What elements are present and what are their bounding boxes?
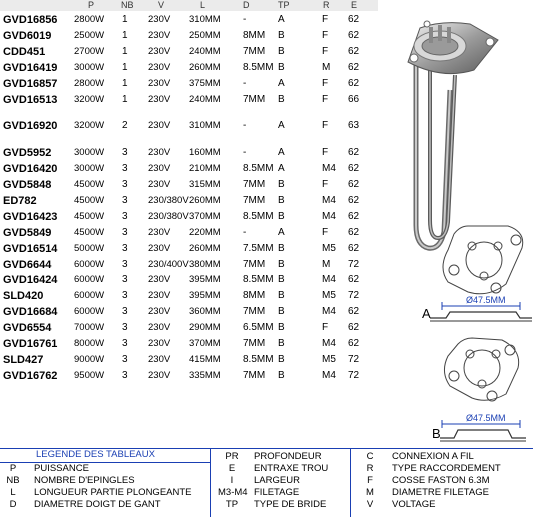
cell-r: F bbox=[322, 322, 329, 333]
cell-e: 62 bbox=[348, 62, 360, 73]
cell-l: 260MM bbox=[189, 195, 221, 206]
legend bbox=[0, 448, 533, 517]
legend-abbr: P bbox=[9, 463, 17, 474]
cell-tp: B bbox=[278, 30, 285, 41]
cell-nb: 3 bbox=[122, 322, 128, 333]
legend-abbr: PR bbox=[225, 451, 239, 462]
cell-v: 230/400V bbox=[148, 259, 189, 270]
cell-tp: B bbox=[278, 290, 285, 301]
header-v: V bbox=[158, 0, 165, 10]
table-row bbox=[0, 272, 378, 288]
cell-d: 8.5MM bbox=[243, 62, 274, 73]
cell-ref: CDD451 bbox=[3, 46, 46, 58]
cell-tp: A bbox=[278, 78, 285, 89]
cell-l: 370MM bbox=[189, 338, 221, 349]
cell-ref: GVD5849 bbox=[3, 227, 52, 239]
cell-v: 230V bbox=[148, 306, 171, 317]
cell-ref: GVD16423 bbox=[3, 211, 58, 223]
legend-text: LONGUEUR PARTIE PLONGEANTE bbox=[34, 487, 192, 498]
cell-ref: GVD16420 bbox=[3, 163, 58, 175]
illustration-svg bbox=[380, 0, 533, 450]
legend-abbr: M3-M4 bbox=[218, 487, 248, 498]
cell-p: 2800W bbox=[74, 78, 105, 89]
table-row bbox=[0, 320, 378, 336]
legend-abbr: D bbox=[9, 499, 17, 510]
cell-d: 8MM bbox=[243, 290, 266, 301]
cell-l: 360MM bbox=[189, 306, 221, 317]
cell-p: 4500W bbox=[74, 195, 105, 206]
cell-ref: GVD16856 bbox=[3, 14, 58, 26]
table-row bbox=[0, 28, 378, 44]
cell-ref: SLD427 bbox=[3, 354, 44, 366]
cell-e: 72 bbox=[348, 370, 360, 381]
cell-d: - bbox=[243, 78, 247, 89]
cell-l: 415MM bbox=[189, 354, 221, 365]
cell-nb: 2 bbox=[122, 120, 128, 131]
cell-v: 230V bbox=[148, 147, 171, 158]
legend-text: NOMBRE D'EPINGLES bbox=[34, 475, 135, 486]
cell-d: 7MM bbox=[243, 94, 266, 105]
cell-e: 72 bbox=[348, 259, 360, 270]
legend-abbr: TP bbox=[225, 499, 239, 510]
cell-p: 7000W bbox=[74, 322, 105, 333]
cell-tp: B bbox=[278, 322, 285, 333]
cell-p: 3000W bbox=[74, 147, 105, 158]
table-row bbox=[0, 161, 378, 177]
cell-nb: 3 bbox=[122, 274, 128, 285]
cell-e: 62 bbox=[348, 14, 360, 25]
table-row bbox=[0, 241, 378, 257]
cell-e: 62 bbox=[348, 30, 360, 41]
cell-ref: SLD420 bbox=[3, 290, 44, 302]
cell-p: 3000W bbox=[74, 62, 105, 73]
cell-tp: B bbox=[278, 62, 285, 73]
header-d: D bbox=[243, 0, 250, 10]
cell-l: 240MM bbox=[189, 94, 221, 105]
cell-nb: 3 bbox=[122, 259, 128, 270]
cell-d: 8.5MM bbox=[243, 211, 274, 222]
cell-v: 230V bbox=[148, 179, 171, 190]
cell-e: 62 bbox=[348, 227, 360, 238]
flange-diagram-a bbox=[430, 226, 532, 321]
cell-nb: 1 bbox=[122, 30, 128, 41]
cell-p: 8000W bbox=[74, 338, 105, 349]
table-row bbox=[0, 288, 378, 304]
cell-ref: GVD16514 bbox=[3, 243, 58, 255]
table-row bbox=[0, 60, 378, 76]
table-row bbox=[0, 118, 378, 134]
cell-v: 230V bbox=[148, 62, 171, 73]
cell-l: 260MM bbox=[189, 243, 221, 254]
cell-r: M bbox=[322, 62, 331, 73]
cell-d: 7MM bbox=[243, 179, 266, 190]
header-tp: TP bbox=[278, 0, 290, 10]
cell-d: - bbox=[243, 227, 247, 238]
legend-text: TYPE DE BRIDE bbox=[254, 499, 327, 510]
cell-p: 5000W bbox=[74, 243, 105, 254]
cell-p: 6000W bbox=[74, 274, 105, 285]
cell-r: M4 bbox=[322, 195, 336, 206]
table-row bbox=[0, 177, 378, 193]
table-row bbox=[0, 368, 378, 384]
legend-text: DIAMETRE DOIGT DE GANT bbox=[34, 499, 161, 510]
flange-label-b: B bbox=[432, 426, 441, 441]
cell-tp: A bbox=[278, 120, 285, 131]
cell-ref: GVD6554 bbox=[3, 322, 52, 334]
heating-element-illustration bbox=[380, 0, 533, 450]
cell-p: 2800W bbox=[74, 14, 105, 25]
legend-abbr: I bbox=[230, 475, 234, 486]
cell-v: 230V bbox=[148, 14, 171, 25]
table-row bbox=[0, 193, 378, 209]
cell-tp: B bbox=[278, 338, 285, 349]
cell-l: 375MM bbox=[189, 78, 221, 89]
cell-e: 62 bbox=[348, 179, 360, 190]
cell-r: M4 bbox=[322, 370, 336, 381]
cell-l: 315MM bbox=[189, 179, 221, 190]
diameter-label-a: Ø47.5MM bbox=[466, 295, 506, 305]
cell-l: 260MM bbox=[189, 62, 221, 73]
cell-tp: B bbox=[278, 259, 285, 270]
cell-r: M4 bbox=[322, 211, 336, 222]
cell-r: F bbox=[322, 14, 329, 25]
cell-tp: B bbox=[278, 211, 285, 222]
cell-r: M bbox=[322, 259, 331, 270]
cell-r: M4 bbox=[322, 306, 336, 317]
cell-ref: GVD6019 bbox=[3, 30, 52, 42]
cell-r: F bbox=[322, 120, 329, 131]
table-row bbox=[0, 336, 378, 352]
header-e: E bbox=[351, 0, 358, 10]
heating-element-photo bbox=[408, 21, 498, 248]
cell-r: M5 bbox=[322, 354, 336, 365]
cell-v: 230V bbox=[148, 322, 171, 333]
header-r: R bbox=[323, 0, 330, 10]
header-p: P bbox=[88, 0, 95, 10]
cell-nb: 1 bbox=[122, 14, 128, 25]
cell-d: 7MM bbox=[243, 195, 266, 206]
flange-label-a: A bbox=[422, 306, 431, 321]
legend-abbr: V bbox=[366, 499, 374, 510]
cell-v: 230V bbox=[148, 274, 171, 285]
cell-d: 7MM bbox=[243, 306, 266, 317]
cell-tp: A bbox=[278, 163, 285, 174]
cell-e: 62 bbox=[348, 306, 360, 317]
cell-r: F bbox=[322, 46, 329, 57]
cell-e: 62 bbox=[348, 147, 360, 158]
cell-e: 72 bbox=[348, 354, 360, 365]
cell-d: 7MM bbox=[243, 338, 266, 349]
legend-text: ENTRAXE TROU bbox=[254, 463, 329, 474]
table-row bbox=[0, 225, 378, 241]
cell-e: 62 bbox=[348, 322, 360, 333]
legend-title: LEGENDE DES TABLEAUX bbox=[36, 449, 155, 460]
cell-v: 230V bbox=[148, 120, 171, 131]
cell-nb: 3 bbox=[122, 227, 128, 238]
cell-p: 3200W bbox=[74, 120, 105, 131]
cell-ref: GVD16513 bbox=[3, 94, 58, 106]
cell-v: 230V bbox=[148, 78, 171, 89]
cell-r: F bbox=[322, 227, 329, 238]
cell-e: 62 bbox=[348, 211, 360, 222]
cell-v: 230V bbox=[148, 338, 171, 349]
legend-text: LARGEUR bbox=[254, 475, 300, 486]
cell-ref: GVD16419 bbox=[3, 62, 58, 74]
legend-text: CONNEXION A FIL bbox=[392, 451, 474, 462]
cell-e: 72 bbox=[348, 290, 360, 301]
table-row bbox=[0, 44, 378, 60]
cell-l: 395MM bbox=[189, 290, 221, 301]
cell-v: 230/380V bbox=[148, 211, 189, 222]
cell-l: 210MM bbox=[189, 163, 221, 174]
cell-d: 7.5MM bbox=[243, 243, 274, 254]
cell-p: 4500W bbox=[74, 179, 105, 190]
table-row bbox=[0, 145, 378, 161]
cell-e: 63 bbox=[348, 120, 360, 131]
cell-p: 6000W bbox=[74, 290, 105, 301]
cell-nb: 3 bbox=[122, 163, 128, 174]
cell-nb: 3 bbox=[122, 243, 128, 254]
cell-ref: GVD16424 bbox=[3, 274, 58, 286]
cell-d: - bbox=[243, 147, 247, 158]
cell-l: 250MM bbox=[189, 30, 221, 41]
cell-nb: 3 bbox=[122, 338, 128, 349]
cell-tp: B bbox=[278, 243, 285, 254]
cell-p: 6000W bbox=[74, 306, 105, 317]
cell-d: 7MM bbox=[243, 46, 266, 57]
cell-p: 2700W bbox=[74, 46, 105, 57]
cell-v: 230V bbox=[148, 46, 171, 57]
legend-abbr: M bbox=[366, 487, 374, 498]
cell-nb: 3 bbox=[122, 195, 128, 206]
cell-d: 8MM bbox=[243, 30, 266, 41]
cell-tp: B bbox=[278, 306, 285, 317]
cell-e: 62 bbox=[348, 195, 360, 206]
cell-nb: 1 bbox=[122, 94, 128, 105]
cell-r: M4 bbox=[322, 338, 336, 349]
cell-v: 230V bbox=[148, 290, 171, 301]
header-l: L bbox=[200, 0, 206, 10]
legend-text: VOLTAGE bbox=[392, 499, 436, 510]
cell-d: 7MM bbox=[243, 370, 266, 381]
cell-d: 8.5MM bbox=[243, 354, 274, 365]
cell-ref: GVD16684 bbox=[3, 306, 58, 318]
cell-ref: ED782 bbox=[3, 195, 37, 207]
cell-tp: B bbox=[278, 370, 285, 381]
cell-d: - bbox=[243, 120, 247, 131]
legend-abbr: R bbox=[366, 463, 374, 474]
cell-tp: B bbox=[278, 354, 285, 365]
cell-p: 6000W bbox=[74, 259, 105, 270]
table-row bbox=[0, 12, 378, 28]
cell-l: 380MM bbox=[189, 259, 221, 270]
table-row bbox=[0, 257, 378, 273]
cell-v: 230V bbox=[148, 30, 171, 41]
cell-l: 310MM bbox=[189, 14, 221, 25]
cell-v: 230V bbox=[148, 354, 171, 365]
cell-e: 62 bbox=[348, 243, 360, 254]
legend-abbr: C bbox=[366, 451, 374, 462]
cell-r: F bbox=[322, 179, 329, 190]
cell-v: 230V bbox=[148, 94, 171, 105]
cell-ref: GVD16857 bbox=[3, 78, 58, 90]
cell-p: 9000W bbox=[74, 354, 105, 365]
cell-ref: GVD16920 bbox=[3, 120, 58, 132]
cell-nb: 3 bbox=[122, 354, 128, 365]
cell-tp: A bbox=[278, 147, 285, 158]
flange-diagram-b bbox=[440, 338, 526, 441]
cell-d: 8.5MM bbox=[243, 274, 274, 285]
header-nb: NB bbox=[121, 0, 134, 10]
cell-nb: 1 bbox=[122, 62, 128, 73]
cell-ref: GVD16762 bbox=[3, 370, 58, 382]
table-row bbox=[0, 92, 378, 108]
cell-r: M4 bbox=[322, 274, 336, 285]
cell-e: 62 bbox=[348, 338, 360, 349]
legend-text: PROFONDEUR bbox=[254, 451, 322, 462]
cell-v: 230V bbox=[148, 370, 171, 381]
cell-d: 6.5MM bbox=[243, 322, 274, 333]
cell-d: 7MM bbox=[243, 259, 266, 270]
cell-tp: B bbox=[278, 274, 285, 285]
cell-nb: 3 bbox=[122, 211, 128, 222]
table-header bbox=[0, 0, 378, 11]
diameter-label-b: Ø47.5MM bbox=[466, 413, 506, 423]
cell-nb: 3 bbox=[122, 306, 128, 317]
cell-ref: GVD6644 bbox=[3, 259, 52, 271]
legend-text: DIAMETRE FILETAGE bbox=[392, 487, 489, 498]
legend-abbr: NB bbox=[6, 475, 20, 486]
legend-abbr: E bbox=[228, 463, 236, 474]
cell-d: - bbox=[243, 14, 247, 25]
cell-p: 2500W bbox=[74, 30, 105, 41]
legend-text: FILETAGE bbox=[254, 487, 300, 498]
cell-v: 230/380V bbox=[148, 195, 189, 206]
cell-nb: 3 bbox=[122, 147, 128, 158]
cell-tp: B bbox=[278, 94, 285, 105]
cell-p: 3000W bbox=[74, 163, 105, 174]
cell-e: 62 bbox=[348, 274, 360, 285]
table-row bbox=[0, 352, 378, 368]
cell-e: 62 bbox=[348, 46, 360, 57]
cell-r: F bbox=[322, 147, 329, 158]
legend-text: PUISSANCE bbox=[34, 463, 89, 474]
cell-p: 4500W bbox=[74, 211, 105, 222]
cell-e: 62 bbox=[348, 78, 360, 89]
cell-nb: 1 bbox=[122, 46, 128, 57]
table-row bbox=[0, 76, 378, 92]
cell-ref: GVD5952 bbox=[3, 147, 52, 159]
cell-e: 66 bbox=[348, 94, 360, 105]
cell-tp: B bbox=[278, 195, 285, 206]
legend-text: TYPE RACCORDEMENT bbox=[392, 463, 501, 474]
legend-abbr: L bbox=[10, 487, 16, 498]
cell-l: 370MM bbox=[189, 211, 221, 222]
cell-nb: 3 bbox=[122, 370, 128, 381]
legend-abbr: F bbox=[367, 475, 373, 486]
cell-v: 230V bbox=[148, 227, 171, 238]
legend-text: COSSE FASTON 6.3M bbox=[392, 475, 490, 486]
cell-r: F bbox=[322, 78, 329, 89]
cell-l: 310MM bbox=[189, 120, 221, 131]
cell-p: 4500W bbox=[74, 227, 105, 238]
cell-v: 230V bbox=[148, 163, 171, 174]
cell-l: 290MM bbox=[189, 322, 221, 333]
cell-tp: A bbox=[278, 227, 285, 238]
cell-r: M5 bbox=[322, 290, 336, 301]
table-row bbox=[0, 209, 378, 225]
cell-l: 160MM bbox=[189, 147, 221, 158]
cell-nb: 1 bbox=[122, 78, 128, 89]
cell-tp: A bbox=[278, 14, 285, 25]
cell-tp: B bbox=[278, 46, 285, 57]
table-row bbox=[0, 304, 378, 320]
cell-l: 395MM bbox=[189, 274, 221, 285]
cell-r: F bbox=[322, 94, 329, 105]
cell-r: F bbox=[322, 30, 329, 41]
cell-p: 9500W bbox=[74, 370, 105, 381]
cell-l: 335MM bbox=[189, 370, 221, 381]
cell-ref: GVD16761 bbox=[3, 338, 58, 350]
cell-l: 240MM bbox=[189, 46, 221, 57]
cell-p: 3200W bbox=[74, 94, 105, 105]
cell-nb: 3 bbox=[122, 290, 128, 301]
cell-l: 220MM bbox=[189, 227, 221, 238]
cell-v: 230V bbox=[148, 243, 171, 254]
cell-tp: B bbox=[278, 179, 285, 190]
cell-nb: 3 bbox=[122, 179, 128, 190]
cell-r: M5 bbox=[322, 243, 336, 254]
cell-d: 8.5MM bbox=[243, 163, 274, 174]
cell-e: 62 bbox=[348, 163, 360, 174]
cell-r: M4 bbox=[322, 163, 336, 174]
cell-ref: GVD5848 bbox=[3, 179, 52, 191]
